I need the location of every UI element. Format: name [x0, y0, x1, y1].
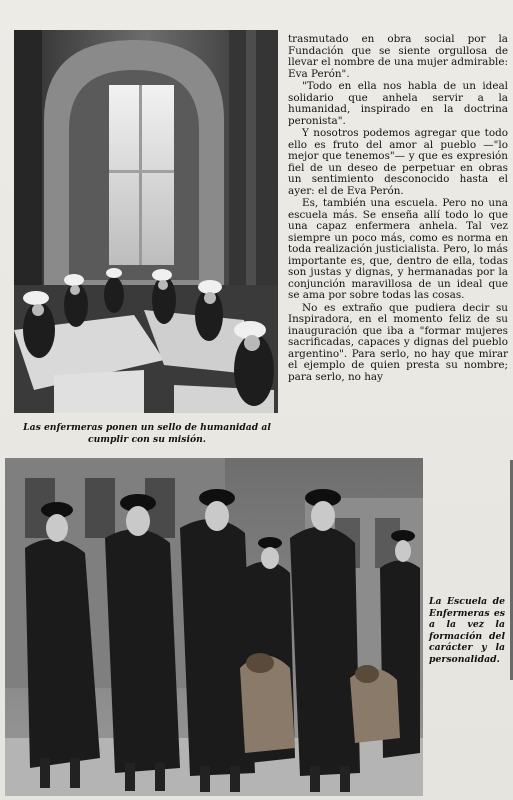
article-paragraph: Y nosotros podemos agregar que todo ello es fruto del amor al pueblo —"lo mejor que tenemos"— y que es expresión fiel de un deseo de perpetuar en obras un sentimiento desconocido hasta el ayer: el de Eva Perón. — [288, 127, 508, 197]
photo-nurses-at-tables — [14, 30, 278, 413]
photo-nurses-at-tables-image — [14, 30, 278, 413]
article-paragraph: No es extraño que pudiera decir su Inspiradora, en el momento feliz de su inauguración que iba a "formar mujeres sacrificadas, capaces y dignas del pueblo argentino". Para serlo, no hay que mirar el ejemplo de quien presta su nombre; para serlo, no hay — [288, 301, 508, 383]
article-paragraph: trasmutado en obra social por la Fundación que se siente orgullosa de llevar el nombre de una mujer admirable: Eva Perón". — [288, 34, 508, 80]
photo-caption-top: Las enfermeras ponen un sello de humanidad al cumplir con su misión. — [23, 422, 271, 445]
article-paragraph: Es, también una escuela. Pero no una escuela más. Se enseña allí todo lo que una capaz enfermera anhela. Tal vez siempre un poco más, como es norma en toda realización justicialista. Pero, lo más importante es, que, dentro de ella, todas son justas y dignas, y hermanadas por la conjunción maravillosa de un ideal que se ama por sobre todas las cosas. — [288, 197, 508, 301]
article-paragraph: "Todo en ella nos habla de un ideal solidario que anhela servir a la humanidad, inspirado en la doctrina peronista". — [288, 80, 508, 127]
photo-caption-right: La Escuela de Enfermeras es a la vez la formación del carácter y la personalidad. — [429, 596, 505, 665]
photo-nurses-marching-image — [5, 458, 423, 796]
article-text — [288, 34, 508, 450]
photo-nurses-marching — [5, 458, 423, 796]
